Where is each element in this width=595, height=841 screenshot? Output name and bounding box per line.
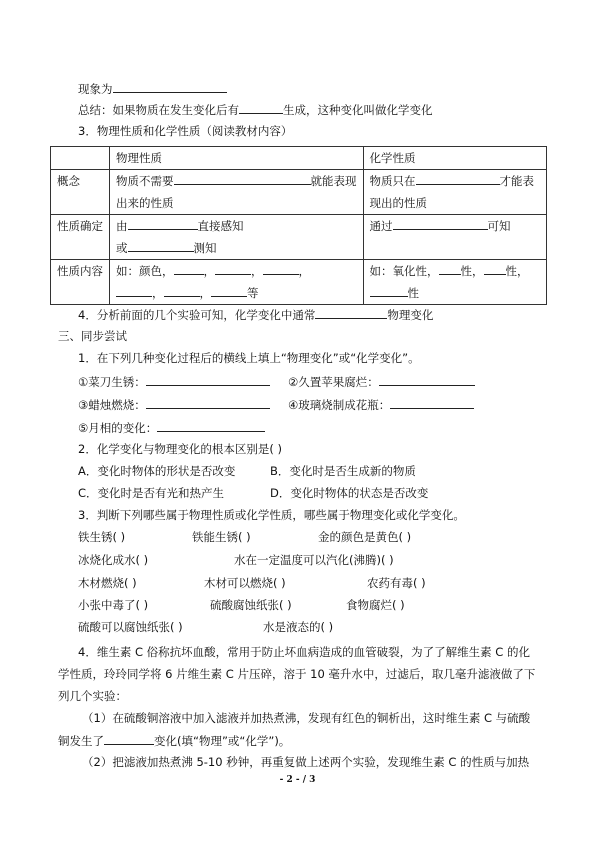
s3-item: 木材燃烧( ) (78, 576, 137, 590)
heading-3: 3．物理性质和化学性质（阅读教材内容） (78, 124, 293, 138)
s3-item: 农药有毒( ) (367, 576, 426, 590)
s2-option: C．变化时是否有光和热产生 (78, 486, 225, 500)
s1-stem: 1．在下列几种变化过程后的横线上填上“物理变化”或“化学变化”。 (78, 351, 420, 365)
blank (484, 262, 506, 275)
s3-item: 铁生锈( ) (78, 530, 126, 544)
page-number: - 2 - / 3 (279, 775, 316, 785)
s1-item: ⑤月相的变化： (78, 419, 265, 436)
blank (215, 262, 251, 275)
blank (379, 373, 475, 386)
s4-part1: （1）在硫酸铜溶液中加入滤液并加热煮沸，发现有红色的铜析出，这时维生素 C 与硫酸 (82, 711, 531, 725)
blank (128, 239, 194, 252)
s3-stem: 3．判断下列哪些属于物理性质或化学性质，哪些属于物理变化或化学变化。 (78, 508, 465, 522)
blank (390, 396, 474, 409)
row-label: 概念 (51, 170, 110, 215)
s1-item: ②久置苹果腐烂： (288, 373, 475, 390)
s1-item: ①菜刀生锈： (78, 373, 270, 390)
header-chemical: 化学性质 (363, 147, 547, 170)
s4-line: 列几个实验： (58, 689, 127, 703)
blank (174, 172, 311, 185)
s4-line: 学性质，玲玲同学将 6 片维生素 C 片压碎，溶于 10 毫升水中，过滤后，取几毫升滤液做了下 (58, 667, 536, 681)
blank (157, 419, 265, 432)
s3-item: 水在一定温度可以汽化(沸腾)( ) (234, 553, 394, 567)
blank (146, 373, 270, 386)
blank (416, 172, 500, 185)
blank (239, 101, 283, 114)
blank (174, 262, 204, 275)
blank (146, 396, 270, 409)
property-table (50, 146, 547, 305)
intro-line: 现象为 (78, 80, 227, 97)
blank (393, 217, 488, 230)
s4-line: 4．维生素 C 俗称抗坏血酸，常用于防止坏血病造成的血管破裂，为了了解维生素 C 的化 (78, 645, 530, 659)
table-header-row (51, 147, 547, 170)
s2-stem: 2．化学变化与物理变化的根本区别是( ) (78, 442, 282, 456)
blank (370, 284, 408, 297)
s2-option: B．变化时是否生成新的物质 (270, 464, 416, 478)
s2-option: A．变化时物体的形状是否改变 (78, 464, 236, 478)
q4-line: 4．分析前面的几个实验可知，化学变化中通常 物理变化 (78, 308, 434, 322)
table-row: 概念 物质不需要 就能表现 出来的性质 物质只在 才能表 现出的性质 (51, 170, 547, 215)
s3-item: 水是液态的( ) (263, 620, 334, 634)
s3-item: 小张中毒了( ) (78, 598, 149, 612)
blank (211, 284, 247, 297)
blank (315, 306, 387, 319)
header-physical: 物理性质 (110, 147, 364, 170)
blank (164, 284, 200, 297)
blank (263, 262, 299, 275)
s3-item: 冰烧化成水( ) (78, 553, 149, 567)
s4-part2: （2）把滤液加热煮沸 5-10 秒钟，再重复做上述两个实验，发现维生素 C 的性质与加热 (82, 755, 530, 769)
blank (113, 80, 227, 93)
s1-item: ④玻璃烧制成花瓶： (288, 396, 474, 413)
s2-option: D．变化时物体的状态是否改变 (270, 486, 429, 500)
table-row: 性质内容 如：颜色， ， ， ， ， ， 等 如：氧化性， 性， 性， 性 (51, 260, 547, 305)
section-heading: 三、同步尝试 (58, 329, 127, 343)
s3-item: 食物腐烂( ) (346, 598, 405, 612)
s3-item: 铁能生锈( ) (192, 530, 251, 544)
summary-line: 总结：如果物质在发生变化后有 生成，这种变化叫做化学变化 (78, 103, 433, 117)
blank (439, 262, 461, 275)
s4-part1-cont: 铜发生了 变化(填“物理”或“化学”)。 (58, 734, 291, 748)
row-label: 性质内容 (51, 260, 110, 305)
s3-item: 木材可以燃烧( ) (204, 576, 286, 590)
s3-item: 金的颜色是黄色( ) (318, 530, 412, 544)
s3-item: 硫酸可以腐蚀纸张( ) (78, 620, 183, 634)
blank (104, 732, 154, 745)
s3-item: 硫酸腐蚀纸张( ) (210, 598, 292, 612)
table-row: 性质确定 由 直接感知 或 测知 通过 可知 (51, 215, 547, 260)
row-label: 性质确定 (51, 215, 110, 260)
blank (128, 217, 198, 230)
blank (116, 284, 152, 297)
s1-item: ③蜡烛燃烧： (78, 396, 270, 413)
